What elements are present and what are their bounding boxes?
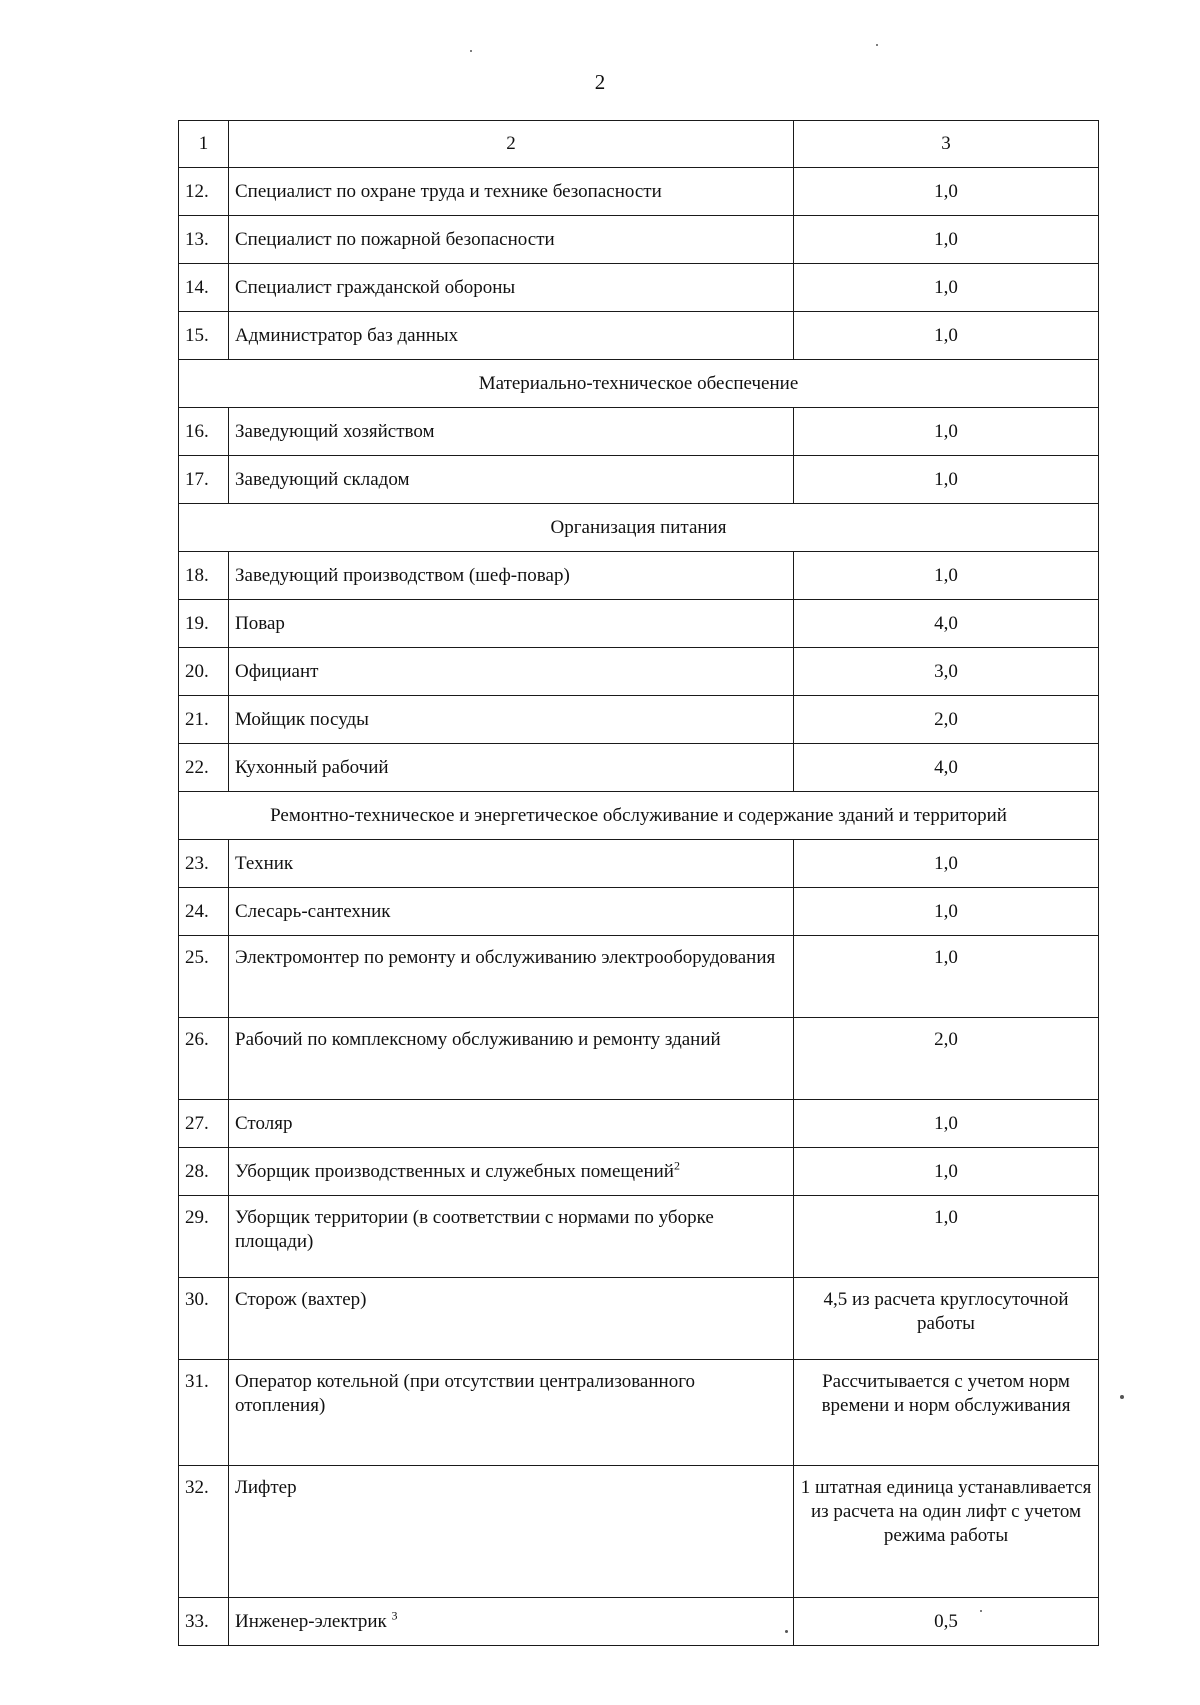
staff-units-value: 4,0 [794, 744, 1099, 792]
staffing-table [178, 120, 1099, 1646]
footnote-marker: 2 [673, 1158, 680, 1173]
table-row [179, 888, 1099, 936]
staff-units-value: 1,0 [794, 168, 1099, 216]
row-number: 13. [179, 216, 229, 264]
staff-units-value: 1,0 [794, 1148, 1099, 1196]
position-name-cell [229, 1598, 794, 1646]
position-name: Оператор котельной (при отсутствии централизованного отопления) [235, 1371, 696, 1416]
position-name: Администратор баз данных [235, 324, 459, 346]
header-col-1: 1 [179, 121, 229, 168]
staff-units-value: 1,0 [794, 552, 1099, 600]
table-row [179, 1598, 1099, 1646]
staff-units-value: 1,0 [794, 1196, 1099, 1278]
row-number: 29. [179, 1196, 229, 1278]
row-number: 18. [179, 552, 229, 600]
staff-units-value: 1,0 [794, 1100, 1099, 1148]
staff-units-value: 1,0 [794, 312, 1099, 360]
row-number: 33. [179, 1598, 229, 1646]
section-title: Материально-техническое обеспечение [179, 360, 1099, 408]
row-number: 17. [179, 456, 229, 504]
staff-units-value: 1,0 [794, 888, 1099, 936]
table-row [179, 1466, 1099, 1598]
staff-units-value: 1 штатная единица устанавливается из расчета на один лифт с учетом режима работы [794, 1466, 1099, 1598]
position-name: Техник [235, 852, 294, 874]
position-name-cell [229, 648, 794, 696]
scan-speck [785, 1630, 788, 1633]
position-name-cell [229, 456, 794, 504]
position-name: Уборщик территории (в соответствии с нормами по уборке площади) [235, 1207, 714, 1252]
header-col-2: 2 [229, 121, 794, 168]
table-row [179, 1148, 1099, 1196]
staff-units-value: 1,0 [794, 408, 1099, 456]
table-row [179, 216, 1099, 264]
position-name: Столяр [235, 1112, 293, 1134]
position-name: Специалист гражданской обороны [235, 276, 516, 298]
row-number: 27. [179, 1100, 229, 1148]
position-name-cell [229, 936, 794, 1018]
table-row [179, 1278, 1099, 1360]
footnote-marker: 3 [391, 1608, 398, 1623]
row-number: 15. [179, 312, 229, 360]
position-name-cell [229, 552, 794, 600]
staff-units-value: 4,0 [794, 600, 1099, 648]
staff-units-value: 1,0 [794, 264, 1099, 312]
row-number: 26. [179, 1018, 229, 1100]
section-row [179, 504, 1099, 552]
table-row [179, 840, 1099, 888]
table-row [179, 744, 1099, 792]
position-name-cell [229, 1466, 794, 1598]
table-row [179, 552, 1099, 600]
row-number: 14. [179, 264, 229, 312]
staff-units-value: 3,0 [794, 648, 1099, 696]
position-name: Электромонтер по ремонту и обслуживанию электрооборудования [235, 947, 776, 968]
row-number: 32. [179, 1466, 229, 1598]
staff-units-value: 1,0 [794, 840, 1099, 888]
table-row [179, 1360, 1099, 1466]
position-name: Мойщик посуды [235, 708, 369, 730]
position-name: Рабочий по комплексному обслуживанию и ремонту зданий [235, 1029, 721, 1050]
position-name: Специалист по охране труда и технике безопасности [235, 180, 662, 202]
section-title: Организация питания [179, 504, 1099, 552]
row-number: 28. [179, 1148, 229, 1196]
staff-units-value: 1,0 [794, 936, 1099, 1018]
position-name-cell [229, 840, 794, 888]
table-row [179, 312, 1099, 360]
row-number: 16. [179, 408, 229, 456]
table-row [179, 1100, 1099, 1148]
row-number: 21. [179, 696, 229, 744]
position-name: Инженер-электрик [235, 1610, 387, 1632]
table-row [179, 696, 1099, 744]
position-name: Заведующий производством (шеф-повар) [235, 564, 570, 586]
position-name-cell [229, 696, 794, 744]
table-row [179, 1196, 1099, 1278]
row-number: 23. [179, 840, 229, 888]
position-name-cell [229, 1148, 794, 1196]
position-name: Повар [235, 612, 285, 634]
row-number: 25. [179, 936, 229, 1018]
staff-units-value: 0,5 [794, 1598, 1099, 1646]
table-row [179, 648, 1099, 696]
table-row [179, 408, 1099, 456]
table-row [179, 264, 1099, 312]
position-name-cell [229, 312, 794, 360]
table-row [179, 936, 1099, 1018]
staff-units-value: 1,0 [794, 216, 1099, 264]
position-name-cell [229, 1196, 794, 1278]
table-header-row [179, 121, 1099, 168]
staff-units-value: 2,0 [794, 1018, 1099, 1100]
table-row [179, 1018, 1099, 1100]
position-name: Уборщик производственных и служебных помещений [235, 1160, 674, 1182]
row-number: 31. [179, 1360, 229, 1466]
position-name-cell [229, 1018, 794, 1100]
header-col-3: 3 [794, 121, 1099, 168]
position-name-cell [229, 264, 794, 312]
position-name-cell [229, 888, 794, 936]
position-name: Сторож (вахтер) [235, 1289, 367, 1310]
position-name-cell [229, 168, 794, 216]
page-number: 2 [594, 70, 606, 94]
position-name-cell [229, 744, 794, 792]
position-name-cell [229, 408, 794, 456]
position-name: Официант [235, 660, 319, 682]
row-number: 30. [179, 1278, 229, 1360]
scan-speck [980, 1610, 982, 1612]
position-name-cell [229, 600, 794, 648]
row-number: 22. [179, 744, 229, 792]
staff-units-value: Рассчитывается с учетом норм времени и норм обслуживания [794, 1360, 1099, 1466]
position-name: Лифтер [235, 1477, 297, 1498]
table-body [179, 121, 1099, 1646]
staff-units-value: 4,5 из расчета круглосуточной работы [794, 1278, 1099, 1360]
table-row [179, 168, 1099, 216]
section-row [179, 360, 1099, 408]
table-row [179, 456, 1099, 504]
position-name: Слесарь-сантехник [235, 900, 391, 922]
position-name-cell [229, 1278, 794, 1360]
position-name-cell [229, 1360, 794, 1466]
section-row [179, 792, 1099, 840]
section-title: Ремонтно-техническое и энергетическое обслуживание и содержание зданий и территорий [179, 792, 1099, 840]
scan-speck [876, 44, 878, 46]
position-name: Заведующий складом [235, 468, 410, 490]
position-name: Специалист по пожарной безопасности [235, 228, 555, 250]
scan-speck [470, 50, 472, 52]
staff-units-value: 2,0 [794, 696, 1099, 744]
position-name-cell [229, 1100, 794, 1148]
table-row [179, 600, 1099, 648]
row-number: 19. [179, 600, 229, 648]
position-name-cell [229, 216, 794, 264]
scan-speck [1120, 1395, 1124, 1399]
staff-units-value: 1,0 [794, 456, 1099, 504]
row-number: 24. [179, 888, 229, 936]
position-name: Кухонный рабочий [235, 756, 389, 778]
row-number: 12. [179, 168, 229, 216]
row-number: 20. [179, 648, 229, 696]
position-name: Заведующий хозяйством [235, 420, 435, 442]
